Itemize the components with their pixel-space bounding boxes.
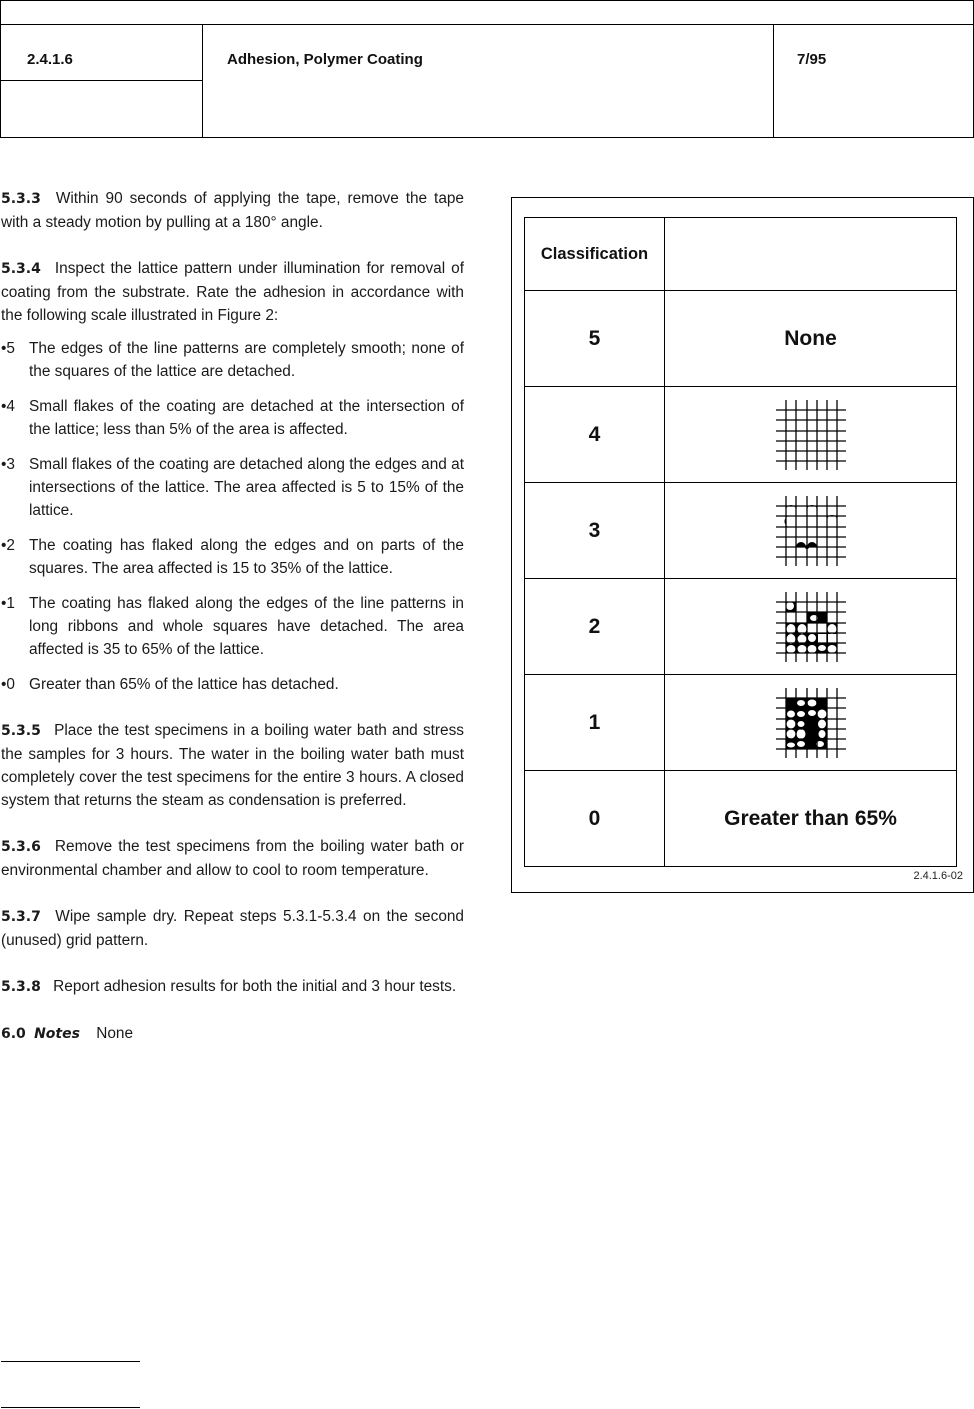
table-row [525, 675, 957, 771]
lattice-pattern-cell [665, 579, 957, 675]
classification-value: 5 [525, 291, 665, 387]
paragraph-number: 5.3.8 [1, 979, 41, 995]
table-row [525, 291, 957, 387]
paragraph-text: Report adhesion results for both the initial and 3 hour tests. [53, 978, 457, 995]
description-text: Greater than 65% [665, 771, 957, 867]
paragraph-text: Wipe sample dry. Repeat steps 5.3.1-5.3.4 on the second (unused) grid pattern. [1, 908, 464, 949]
classification-value: 3 [525, 483, 665, 579]
footer-rule [1, 1407, 140, 1408]
paragraph-number: 5.3.3 [1, 191, 41, 207]
paragraph-number: 5.3.4 [1, 261, 41, 277]
paragraph-text: Remove the test specimens from the boiling water bath or environmental chamber and allow to cool to room temperature. [1, 838, 464, 879]
paragraph-text: Place the test specimens in a boiling water bath and stress the samples for 3 hours. The water in the boiling water bath must completely cover the test specimens for the entire 3 hours. A closed system that returns the steam as condensation is preferred. [1, 722, 465, 809]
paragraph-5-3-3 [1, 187, 464, 234]
scale-mark: •4 [1, 398, 15, 415]
section-number: 6.0 [1, 1026, 26, 1042]
notes-heading: Notes [34, 1026, 80, 1042]
scale-item-3 [1, 453, 464, 522]
scale-mark: •1 [1, 595, 15, 612]
header-top-band [1, 1, 973, 25]
scale-text: The coating has flaked along the edges and on parts of the squares. The area affected is 15 to 35% of the lattice. [29, 537, 464, 577]
table-row [525, 483, 957, 579]
lattice-pattern-4-icon [776, 400, 846, 470]
paragraph-text: Inspect the lattice pattern under illumination for removal of coating from the substrate. Rate the adhesion in accordance with the following scale illustrated in Figure 2: [1, 260, 464, 324]
paragraph-text: Within 90 seconds of applying the tape, remove the tape with a steady motion by pulling at a 180° angle. [1, 190, 464, 231]
revision-date: 7/95 [797, 51, 827, 68]
section-number: 2.4.1.6 [1, 25, 202, 81]
paragraph-number: 5.3.5 [1, 723, 41, 739]
scale-item-5 [1, 337, 464, 383]
paragraph-5-3-7 [1, 905, 464, 952]
paragraph-number: 5.3.6 [1, 839, 41, 855]
scale-text: Small flakes of the coating are detached along the edges and at intersections of the lattice. The area affected is 5 to 15% of the lattice. [29, 456, 464, 519]
paragraph-5-3-8 [1, 975, 464, 999]
lattice-pattern-3-icon [776, 496, 846, 566]
footer-rule [1, 1361, 140, 1362]
lattice-pattern-1-icon [776, 688, 846, 758]
header-section-cell [1, 25, 203, 137]
paragraph-5-3-6 [1, 835, 464, 882]
figure-2-adhesion-scale [511, 197, 974, 893]
paragraph-number: 5.3.7 [1, 909, 41, 925]
scale-text: The edges of the line patterns are completely smooth; none of the squares of the lattice are detached. [29, 340, 464, 380]
notes-text: None [96, 1025, 134, 1042]
scale-mark: •3 [1, 456, 15, 473]
classification-table [524, 217, 957, 867]
scale-text: Greater than 65% of the lattice has detached. [29, 676, 339, 693]
description-text: None [665, 291, 957, 387]
table-row [525, 387, 957, 483]
classification-value: 1 [525, 675, 665, 771]
paragraph-5-3-4 [1, 257, 464, 327]
scale-mark: •5 [1, 340, 15, 357]
figure-id: 2.4.1.6-02 [913, 870, 963, 882]
description-header [665, 218, 957, 291]
table-header-row [525, 218, 957, 291]
scale-text: Small flakes of the coating are detached at the intersection of the lattice; less than 5% of the area is affected. [29, 398, 464, 438]
table-row [525, 771, 957, 867]
notes-section [1, 1022, 464, 1046]
table-row [525, 579, 957, 675]
lattice-pattern-cell [665, 387, 957, 483]
paragraph-5-3-5 [1, 719, 464, 812]
classification-value: 4 [525, 387, 665, 483]
scale-text: The coating has flaked along the edges of the line patterns in long ribbons and whole squares have detached. The area affected is 35 to 65% of the lattice. [29, 595, 464, 658]
classification-value: 0 [525, 771, 665, 867]
document-title: Adhesion, Polymer Coating [203, 25, 774, 137]
lattice-pattern-cell [665, 483, 957, 579]
classification-value: 2 [525, 579, 665, 675]
document-header [0, 0, 974, 138]
scale-mark: •2 [1, 537, 15, 554]
scale-mark: •0 [1, 676, 15, 693]
scale-item-0 [1, 673, 464, 696]
scale-item-4 [1, 395, 464, 441]
scale-item-1 [1, 592, 464, 661]
lattice-pattern-2-icon [776, 592, 846, 662]
scale-item-2 [1, 534, 464, 580]
classification-header: Classification [525, 218, 665, 291]
body-text [1, 187, 464, 1069]
lattice-pattern-cell [665, 675, 957, 771]
